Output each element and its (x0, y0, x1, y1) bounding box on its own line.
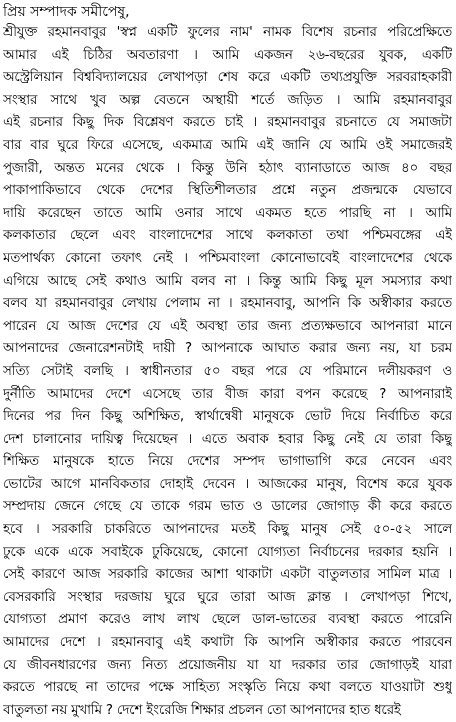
letter-line: বাতুলতা নয় মুখামি ? দেশে ইংরেজি শিক্ষার প্রচলন তো আপনাদের হাত ধরেই (3, 702, 401, 718)
letter-line: আপনাদের জেনারেশনটাই দায়ী ? আপনাকে আঘাত করার জন্য নয়, যা চরম (3, 341, 452, 357)
letter-line: শ্রীযুক্ত রহমানবাবুর 'স্বপ্ন একটি ফুলের নাম' নামক বিশেষ রচনার পরিপ্রেক্ষিতে (3, 25, 452, 40)
letter-line: দুর্নীতি আমাদের দেশে এসেছে তার বীজ কারা বপন করেছে ? আপনারাই (3, 386, 452, 402)
letter-line: দায়ি করেছেন তাতে আমি ওনার সাথে একমত হতে পারছি না । আমি (3, 205, 452, 221)
letter-line: কলকাতার ছেলে এবং বাংলাদেশের সাথে কলকাতা তথা পশ্চিমবঙ্গের এই (3, 228, 452, 244)
letter-line: সত্যি সেটাই বলছি । স্বাধীনতার ৫০ বছর পরে যে পরিমানে দলীয়করণ ও (3, 363, 452, 379)
letter-line: সম্প্রদায় জেনে গেছে যে তাকে গরম ভাত ও ডালের জোগাড় কী করে করতে (3, 499, 452, 515)
letter-line: এই রচনার কিছু দিক বিশ্লেষণ করতে চাই । রহমানবাবুর রচনাতে যে সমাজটা (3, 115, 452, 131)
letter-line: বার বার ঘুরে ফিরে এসেছে, একমাত্র আমি এই জানি যে আমি ওই সমাজেরই (3, 137, 452, 153)
letter-line: ভোটের আগে মানবিকতার দোহাই দেবেন । আজকের মানুষ, বিশেষ করে যুবক (3, 476, 452, 492)
letter-salutation: প্রিয় সম্পাদক সমীপেষু, (3, 4, 130, 20)
letter-line: সংস্থার সাথে খুব অল্প বেতনে অস্থায়ী শর্তে জড়িত । আমি রহমানবাবুর (3, 92, 452, 108)
letter-line: শিক্ষিত মানুষকে হাতে নিয়ে দেশের সম্পদ ভাগাভাগি করে নেবেন এবং (3, 454, 452, 470)
letter-line: বেসরকারি সংস্থার দরজায় ঘুরে ঘুরে তারা আজ ক্লান্ত । লেখাপড়া শিখে, (3, 589, 452, 605)
letter-line: আমাদের দেশে । রহমানবাবু এই কথাটা কি আপনি অস্বীকার করতে পারবেন (3, 635, 452, 651)
letter-line: মতপার্থক্য কোনো তফাৎ নেই । পশ্চিমবাংলা কোনোভাবেই বাংলাদেশের থেকে (3, 250, 452, 266)
letter-line: অস্ট্রেলিয়ান বিশ্ববিদ্যালয়ের লেখাপড়া শেষ করে একটি তথ্যপ্রযুক্তি সরবরাহকারী (3, 70, 452, 86)
letter-line: যে জীবনধারণের জন্য নিত্য প্রয়োজনীয় যা যা দরকার তার জোগাড়ই যারা (3, 657, 452, 673)
letter-line: ঢুকে একে একে সবাইকে ঢুকিয়েছে, কোনো যোগ্যতা নির্বাচনের দরকার হয়নি । (3, 544, 452, 560)
letter-line: আমার এই চিঠির অবতারণা । আমি একজন ২৬-বছরের যুবক, একটি (3, 47, 452, 63)
letter-line: দেশ চালানোর দায়িত্ব দিয়েছেন । এতে অবাক হবার কিছু নেই যে তারা কিছু (3, 431, 452, 447)
letter-line: বলব যা রহমানবাবুর লেখায় পেলাম না । রহমানবাবু, আপনি কি অস্বীকার করতে (3, 296, 452, 312)
letter-line: এগিয়ে আছে সেই কথাও আমি বলব না । কিন্তু আমি কিছু মূল সমস্যার কথা (3, 273, 452, 289)
letter-line: দিনের পর দিন কিছু অশিক্ষিত, স্বার্থান্বেষী মানুষকে ভোট দিয়ে নির্বাচিত করে (3, 409, 452, 425)
letter-line: হবে । সরকারি চাকরিতে আপনাদের মতই কিছু মানুষ সেই ৫০-৫২ সালে (3, 522, 452, 538)
letter-line: সেই কারণে আজ সরকারি কাজের আশা থাকাটা একটা বাতুলতার সামিল মাত্র । (3, 567, 452, 583)
letter-line: পুজারী, অন্তত মনের থেকে । কিন্তু উনি হঠাৎ ব্যানাডাতে আজ ৪০ বছর (3, 160, 452, 176)
letter-body (3, 22, 452, 722)
letter-line: করতে পারছে না তাদের পক্ষে সাহিত্য সংস্কৃতি নিয়ে কথা বলতে যাওয়াটা শুধু (3, 680, 452, 696)
letter-line: পাকাপাকিভাবে থেকে দেশের স্থিতিশীলতার প্রশ্নে নতুন প্রজন্মকে যেভাবে (3, 183, 452, 199)
letter-line: যোগ্যতা প্রমাণ করেও লাখ লাখ ছেলে ডাল-ভাতের ব্যবস্থা করতে পারেনি (3, 612, 452, 628)
letter-line: পারেন যে আজ দেশের যে এই অবস্থা তার জন্য প্রত্যক্ষভাবে আপনারা মানে (3, 318, 452, 334)
